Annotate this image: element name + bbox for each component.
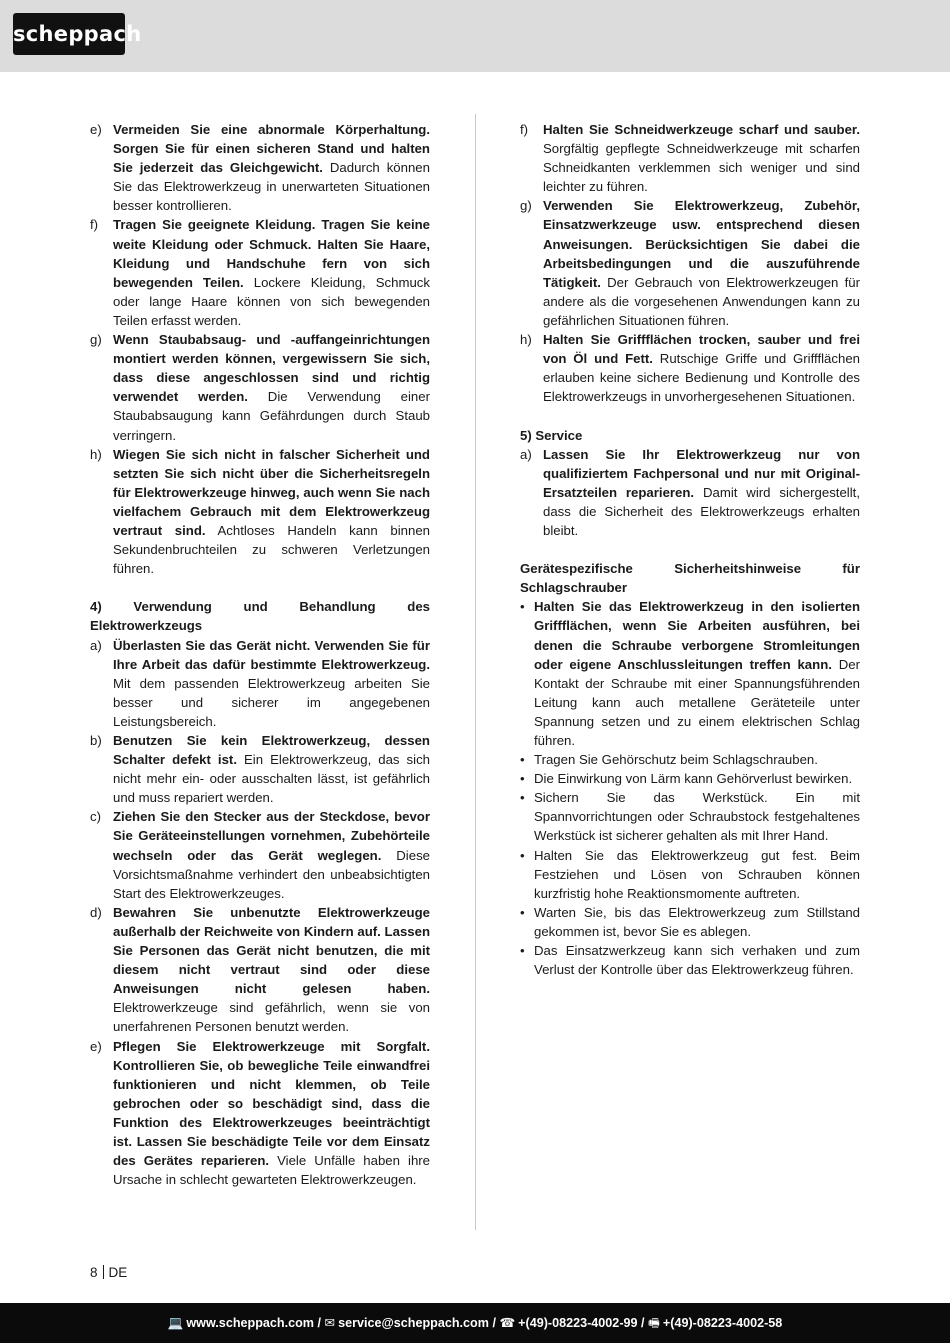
list-item-text: Ein Elektrowerkzeug, das sich nicht mehr ein- oder ausschalten lässt, ist gefährlich und muss repariert werden. — [113, 752, 430, 806]
section-heading-usage: 4) Verwendung und Behandlung des Elektrowerkzeugs — [90, 599, 430, 634]
list-item — [520, 120, 860, 196]
list-item-bold: Lassen Sie Ihr Elektrowerkzeug nur von qualifiziertem Fachpersonal und nur mit Original-Ersatzteilen reparieren. — [543, 446, 860, 500]
list-marker: e) — [90, 1038, 102, 1054]
list-item — [90, 445, 430, 579]
separator — [103, 1265, 104, 1279]
list-item — [90, 330, 430, 445]
phone-icon: ☎ — [499, 1316, 516, 1330]
bullet-item — [520, 750, 860, 769]
list-item-text: Halten Sie das Elektrowerkzeug gut fest. Beim Festziehen und Lösen von Schrauben können kurzfristig hohe Reaktionsmomente auftreten. — [534, 847, 860, 901]
list-item-text: Diese Vorsichtsmaßnahme verhindert den unbeabsichtigten Start des Elektrowerkzeuges. — [113, 847, 431, 901]
section-heading-service: 5) Service — [520, 427, 583, 443]
bullet-list — [520, 597, 860, 979]
list-item-text: Tragen Sie Gehörschutz beim Schlagschrauben. — [534, 752, 818, 768]
footer-website[interactable]: www.scheppach.com / — [186, 1316, 321, 1330]
list-marker: • — [520, 847, 525, 863]
bullet-item — [520, 597, 860, 750]
list-item — [90, 807, 430, 902]
list-item — [90, 636, 430, 731]
mail-icon: ✉ — [324, 1316, 336, 1330]
list-marker: c) — [90, 809, 101, 825]
list-item — [90, 215, 430, 330]
list-item — [520, 330, 860, 406]
list-item-text: Der Kontakt der Schraube mit einer Spannungsführenden Leitung kann auch metallene Geräteteile unter Spannung setzen und zu einem elektrischen Schlag führen. — [534, 656, 860, 748]
list-marker: • — [520, 771, 525, 787]
list-marker: h) — [520, 332, 532, 348]
list-item-text: Der Gebrauch von Elektrowerkzeugen für andere als die vorgesehenen Anwendungen kann zu gefährlichen Situationen führen. — [543, 274, 860, 328]
list-item-text: Dadurch können Sie das Elektrowerkzeug in unerwarteten Situationen besser kontrollieren. — [113, 160, 430, 214]
list-item-text: Sichern Sie das Werkstück. Ein mit Spannvorrichtungen oder Schraubstock festgehaltenes Werkstück ist sicherer gehalten als mit Ihrer Hand. — [534, 790, 860, 844]
bullet-item — [520, 903, 860, 941]
list-item-text: Die Verwendung einer Staubabsaugung kann Gefährdungen durch Staub verringern. — [113, 389, 430, 443]
list-marker: h) — [90, 446, 102, 462]
list-marker: f) — [520, 122, 529, 137]
page-language: DE — [108, 1265, 128, 1280]
list-item — [90, 120, 430, 215]
list-item — [520, 445, 860, 540]
list-marker: a) — [90, 637, 102, 653]
list-marker: f) — [90, 217, 99, 233]
left-column — [90, 120, 430, 1189]
list-marker: • — [520, 904, 525, 920]
bullet-item — [520, 788, 860, 845]
list-item-text: Warten Sie, bis das Elektrowerkzeug zum Stillstand gekommen ist, bevor Sie es ablegen. — [534, 904, 860, 939]
list-item-bold: Benutzen Sie kein Elektrowerkzeug, dessen Schalter defekt ist. — [113, 733, 430, 768]
list-item — [520, 196, 860, 330]
bullet-item — [520, 846, 860, 903]
computer-icon: 💻 — [167, 1316, 184, 1330]
list-item-text: Damit wird sichergestellt, dass die Sicherheit des Elektrowerkzeugs erhalten bleibt. — [543, 484, 860, 538]
list-item-text: Viele Unfälle haben ihre Ursache in schlecht gewarteten Elektrowerkzeugen. — [113, 1153, 430, 1188]
footer-fax: +(49)-08223-4002-58 — [662, 1316, 783, 1330]
list-item-bold: Ziehen Sie den Stecker aus der Steckdose, bevor Sie Geräteeinstellungen vornehmen, Zubehörteile wechseln oder das Gerät weglegen. — [113, 809, 430, 863]
list-item-bold: Halten Sie Schneidwerkzeuge scharf und sauber. — [543, 122, 860, 137]
list-marker: • — [520, 943, 525, 959]
bullet-item — [520, 941, 860, 979]
list-marker: b) — [90, 733, 102, 748]
list-item-bold: Halten Sie das Elektrowerkzeug in den isolierten Griffflächen, wenn Sie Arbeiten ausführen, bei denen die Schraube verborgene Stromleitungen oder eigene Anschlussleitungen treffen kann. — [534, 599, 860, 672]
list-item — [90, 1037, 430, 1190]
header-bar — [0, 0, 950, 72]
list-item — [90, 731, 430, 807]
page-number — [90, 1265, 127, 1280]
list-marker: g) — [520, 198, 532, 214]
list-items-left-b — [90, 636, 430, 1190]
list-item-text: Rutschige Griffe und Griffflächen erlauben keine sichere Bedienung und Kontrolle des Elektrowerkzeugs in unvorhergesehenen Situationen. — [543, 351, 860, 405]
list-item-bold: Tragen Sie geeignete Kleidung. Tragen Sie keine weite Kleidung oder Schmuck. Halten Sie Haare, Kleidung und Handschuhe fern von sich bewegenden Teilen. — [113, 217, 430, 290]
list-items-right-a — [520, 120, 860, 406]
list-items-left-a — [90, 120, 430, 578]
page-number-value: 8 — [90, 1265, 98, 1280]
list-marker: a) — [520, 446, 532, 462]
list-marker: d) — [90, 904, 102, 920]
list-item-text: Achtloses Handeln kann binnen Sekundenbruchteilen zu schweren Verletzungen führen. — [113, 522, 430, 577]
list-item-bold: Wenn Staubabsaug- und -auffangeinrichtungen montiert werden können, vergewissern Sie sich, dass diese angeschlossen sind und richtig verwendet werden. — [113, 332, 430, 405]
fax-icon: 🖷 — [648, 1316, 660, 1330]
list-marker: • — [520, 790, 525, 806]
list-item — [90, 903, 430, 1037]
list-marker: e) — [90, 122, 102, 137]
bullet-item — [520, 769, 860, 788]
list-item-bold: Pflegen Sie Elektrowerkzeuge mit Sorgfalt. Kontrollieren Sie, ob bewegliche Teile einwandfrei funktionieren und nicht klemmen, ob Teile gebrochen oder so beschädigt sind, dass die Funktion des Elektrowerkzeuges beeinträchtigt ist. Lassen Sie beschädigte Teile vor dem Einsatz des Gerätes reparieren. — [113, 1038, 430, 1169]
list-item-bold: Halten Sie Griffflächen trocken, sauber und frei von Öl und Fett. — [543, 332, 860, 367]
list-item-bold: Bewahren Sie unbenutzte Elektrowerkzeuge außerhalb der Reichweite von Kindern auf. Lassen Sie Personen das Gerät nicht benutzen, die mit diesem nicht vertraut sind oder diese Anweisungen nicht gelesen haben. — [113, 904, 430, 997]
list-item-text: Das Einsatzwerkzeug kann sich verhaken und zum Verlust der Kontrolle über das Elektrowerkzeug führen. — [534, 943, 860, 978]
list-marker: • — [520, 752, 525, 768]
list-marker: • — [520, 599, 525, 615]
list-item-text: Sorgfältig gepflegte Schneidwerkzeuge mit scharfen Schneidkanten verklemmen sich weniger und sind leichter zu führen. — [543, 141, 860, 195]
list-item-text: Mit dem passenden Elektrowerkzeug arbeiten Sie besser und sicherer im angegebenen Leistungsbereich. — [113, 675, 430, 729]
right-column — [520, 120, 860, 979]
column-divider — [475, 114, 476, 1230]
footer-phone: +(49)-08223-4002-99 / — [518, 1316, 645, 1330]
section-heading-specific: Gerätespezifische Sicherheitshinweise für Schlagschrauber — [520, 561, 860, 596]
list-item-text: Die Einwirkung von Lärm kann Gehörverlust bewirken. — [534, 771, 853, 787]
list-item-bold: Überlasten Sie das Gerät nicht. Verwenden Sie für Ihre Arbeit das dafür bestimmte Elektrowerkzeug. — [113, 637, 430, 672]
list-item-text: Lockere Kleidung, Schmuck oder lange Haare können von sich bewegenden Teilen erfasst werden. — [113, 274, 430, 328]
list-item-bold: Vermeiden Sie eine abnormale Körperhaltung. Sorgen Sie für einen sicheren Stand und halten Sie jederzeit das Gleichgewicht. — [113, 122, 430, 176]
scheppach-logo: scheppach — [13, 13, 125, 55]
list-marker: g) — [90, 332, 102, 348]
list-item-bold: Verwenden Sie Elektrowerkzeug, Zubehör, Einsatzwerkzeuge usw. entsprechend diesen Anweisungen. Berücksichtigen Sie dabei die Arbeitsbedingungen und die auszuführende Tätigkeit. — [543, 198, 860, 290]
list-item-text: Elektrowerkzeuge sind gefährlich, wenn sie von unerfahrenen Personen benutzt werden. — [113, 1000, 430, 1035]
footer-bar — [0, 1303, 950, 1343]
list-item-bold: Wiegen Sie sich nicht in falscher Sicherheit und setzten Sie sich nicht über die Sicherheitsregeln für Elektrowerkzeuge hinweg, auch wenn Sie nach vielfachem Gebrauch mit dem Elektrowerkzeug vertraut sind. — [113, 446, 430, 538]
footer-email[interactable]: service@scheppach.com / — [338, 1316, 496, 1330]
